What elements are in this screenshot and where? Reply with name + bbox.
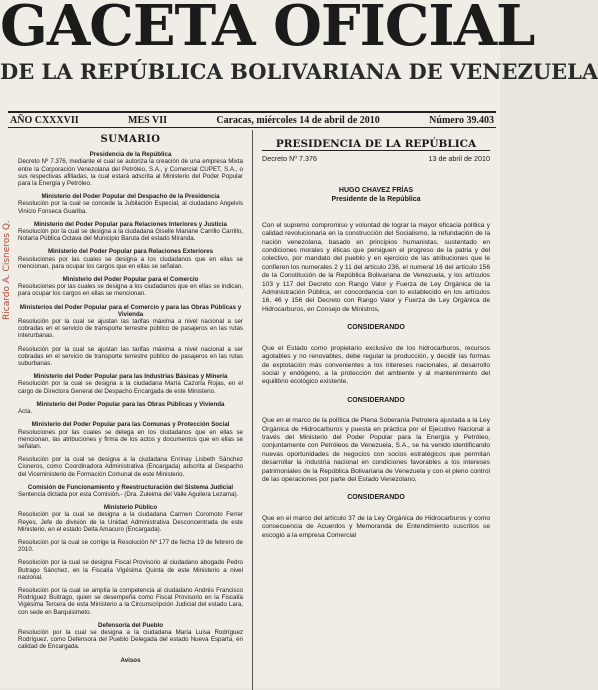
masthead-subtitle: DE LA REPÚBLICA BOLIVARIANA DE VENEZUELA [0,59,598,84]
sumario-entry [18,657,243,664]
sumario-column [18,136,243,670]
considerando-paragraph-3: Que en el marco del artículo 37 de la Ley Orgánica de Hidrocarburos y como consecuencia de Acuerdos y Memoranda de Entendimiento suscritos se escogió a la empresa Comercial [262,514,490,539]
sumario-entry [18,504,243,533]
sumario-entry-body: Resolución por la cual se ajustan las tarifas máxima a nivel nacional a ser cobradas en el servicio de transporte terrestre público de pasajeros en las rutas suburbanas. [18,345,243,368]
sumario-entry-head: Ministerio del Poder Popular para las Comunas y Protección Social [31,421,230,429]
considerando-paragraph-2: Que en el marco de la política de Plena Soberanía Petrolera ajustada a la Ley Orgánica de Hidrocarburos y puesta en práctica por el Ejecutivo Nacional a través del Ministerio del Poder Popular para la Energía y Petróleo, conjuntamente con Petróleos de Venezuela, S.A., se ha venido identificando nuevas oportunidades de negocios con socios estratégicos que permitan desarrollar la industria nacional en condiciones favorables a los intereses patrimoniales de la República Bolivariana de Venezuela y con el pleno control de las operaciones por parte del Estado Venezolano, [262,417,490,483]
decree-header [262,155,490,163]
sumario-entry-head: Ministerio del Poder Popular para las Industrias Básicas y Minería [33,373,228,381]
sumario-entry [18,622,243,651]
sumario-entry [18,587,243,616]
considerando-heading-3: CONSIDERANDO [347,494,405,502]
sumario-entry-body: Resoluciones por las cuales se designa a los ciudadanos que en ellas se indican, para ocupar los cargos en ellas se mencionan. [18,283,243,298]
sumario-entry-head: Comisión de Funcionamiento y Reestructuración del Sistema Judicial [27,483,234,491]
considerando-paragraph-1: Que el Estado como propietario exclusivo de los hidrocarburos, recursos agotables y no renovables, debe regular la producción, y decidir las formas de explotación más convenientes a los intereses nacionales, al desarrollo social y endógeno, a la protección del ambiente y al mantenimiento del equilibrio ecológico existente, [262,344,490,386]
sumario-entry-body: Resolución por la cual se amplía la competencia al ciudadano Andrés Francisco Rodríguez Buitrago, quien se desempeña como Fiscal Provisorio en la Fiscalía Vigésima Tercera de esta Ministerio a la Circunscripción Judicial del estado Lara, con sede en Barquisimeto. [18,586,243,616]
sumario-entry-head: Ministerio del Poder Popular para el Comercio [62,276,199,284]
decree-column [262,140,490,550]
sumario-entry [18,221,243,243]
sumario-entry [18,276,243,298]
sumario-entry-head: Ministerio del Poder Popular para Relaciones Exteriores [47,248,214,256]
sumario-list [18,151,243,664]
sumario-entry [18,304,243,340]
considerando-heading-1: CONSIDERANDO [347,324,405,332]
sumario-entry-head: Ministerios del Poder Popular para el Comercio y para las Obras Públicas y Vivienda [19,303,242,318]
sumario-entry [18,346,243,368]
sumario-entry-body: Resolución por la cual se ajustan las tarifas máxima a nivel nacional a ser cobradas en el servicio de transporte terrestre público de pasajeros en las rutas interurbanas. [18,318,243,340]
issue-info-bar [8,111,496,128]
sumario-entry-head: Defensoría del Pueblo [98,621,163,629]
side-stamp-text: Ricardo A. Cisneros Q. [2,220,12,320]
sumario-entry-body: Resolución por la cual se designa a la ciudadana Carmen Coromoto Ferrer Reyes, Jefe de división de la Unidad Administrativa Desconcentrada de este Ministerio, en el estado Delta Amacuro (Encargada). [18,511,243,533]
sumario-entry [18,401,243,415]
decree-intro: Con el supremo compromiso y voluntad de lograr la mayor eficacia política y calidad revolucionaria en la construcción del Socialismo, la refundación de la nación venezolana, basado en principios humanistas, sustentado en condiciones morales y éticas que persiguen el progreso de la patria y del colectivo, por mandato del pueblo y en ejercicio de las atribuciones que le confieren los numerales 2 y 11 del artículo 236, el numeral 16 del artículo 156 de la Constitución de la República Bolivariana de Venezuela, y los artículos 103 y 117 del Decreto con Rango Valor y Fuerza de Ley Orgánica de la Administración Pública, en concordancia con lo establecido en los artículos 16, 46 y 156 del Decreto con Rango Valor y Fuerza de Ley Orgánica de Hidrocarburos, en Consejo de Ministros, [262,221,490,313]
sumario-entry-head: Avisos [120,656,141,664]
sumario-entry-head: Ministerio del Poder Popular para las Obras Públicas y Vivienda [36,400,225,408]
sumario-entry [18,421,243,450]
sumario-entry-body: Resolución por la cual se concede la Jubilación Especial, al ciudadano Angelvis Vinicio Fonseca Guariba. [18,200,243,215]
sumario-entry-body: Resolución por la cual se designa Fiscal Provisorio al ciudadano abogado Pedro Butrago Sánchez, en la Fiscalía Vigésima Quinta de este Ministerio a nivel nacional. [18,559,243,581]
sumario-entry-body: Resolución por la cual se designa a la ciudadana María Cazorla Rojas, en el cargo de Directora General del Despacho Encargada de este Ministerio. [18,380,243,395]
decree-number: Decreto Nº 7.376 [262,154,317,164]
sumario-entry-head: Ministerio del Poder Popular del Despacho de la Presidencia [41,193,220,201]
issue-month: MES VII [128,114,167,126]
sumario-entry [18,539,243,553]
signer-name: HUGO CHAVEZ FRÍAS [338,186,414,194]
signer-title: Presidente de la República [331,195,421,203]
decree-date: 13 de abril de 2010 [428,154,490,164]
sumario-entry-body: Decreto Nº 7.376, mediante el cual se autoriza la creación de una empresa Mixta entre la Corporación Venezolana del Petróleo, S.A., y Comercial CUPET, S.A., o sus respectivas afiliadas, la cual estará adscrita al Ministerio del Poder Popular para la Energía y Petróleo. [18,158,243,188]
sumario-entry-head: Ministerio Público [103,504,158,512]
sumario-entry [18,373,243,395]
sumario-entry [18,248,243,270]
sumario-entry-body: Resolución por la cual se corrige la Resolución Nº 177 de fecha 19 de febrero de 2010. [18,538,243,554]
sumario-entry-body: Resoluciones por las cuales se designa a los ciudadanos que en ellas se mencionan, para ocupar los cargos que en ellas se señalan. [18,255,243,270]
column-divider [252,130,253,690]
sumario-entry [18,151,243,187]
issue-number: Número 39.403 [429,114,494,126]
sumario-entry [18,484,243,498]
sumario-entry-body: Acta. [18,408,33,416]
sumario-entry-body: Resolución por la cual se designa a la ciudadana María Luisa Rodríguez Rodríguez, como Defensora del Pueblo Delegada del estado Nueva Esparta, en calidad de Encargada. [18,628,243,651]
sumario-entry-head: Ministerio del Poder Popular para Relaciones Interiores y Justicia [34,220,227,228]
sumario-entry [18,559,243,581]
section-title: PRESIDENCIA DE LA REPÚBLICA [262,140,490,151]
signer-block [262,186,490,204]
sumario-entry [18,456,243,478]
sumario-entry-head: Presidencia de la República [89,151,172,159]
issue-year: AÑO CXXXVII [10,114,79,126]
sumario-title: SUMARIO [100,134,161,145]
sumario-entry-body: Sentencia dictada por esta Comisión.- (Dra. Zuleima del Valle Aguilera Lezama). [18,490,239,498]
sumario-entry [18,193,243,215]
issue-date: Caracas, miércoles 14 de abril de 2010 [216,114,380,126]
considerando-heading-2: CONSIDERANDO [347,396,405,404]
sumario-entry-body: Resolución por la cual se designa a la ciudadana Giselle Mariane Carrillo Carrillo, Notaría Pública Octava del Municipio Baruta del estado Miranda. [18,228,243,243]
masthead-title: GACETA OFICIAL [0,0,535,59]
sumario-entry-body: Resolución por la cual se designa a la ciudadana Enrinay Lisbeth Sánchez Cisneros, como Coordinadora Administrativa (Encargada) adscrita al Despacho del Viceministerio de Formación Comunal de este Ministerio. [18,456,243,478]
sumario-entry-body: Resoluciones por las cuales se delega en los ciudadanos que en ellas se mencionan, las atribuciones y firma de los actos y documentos que en ellas se señalan. [18,428,243,450]
